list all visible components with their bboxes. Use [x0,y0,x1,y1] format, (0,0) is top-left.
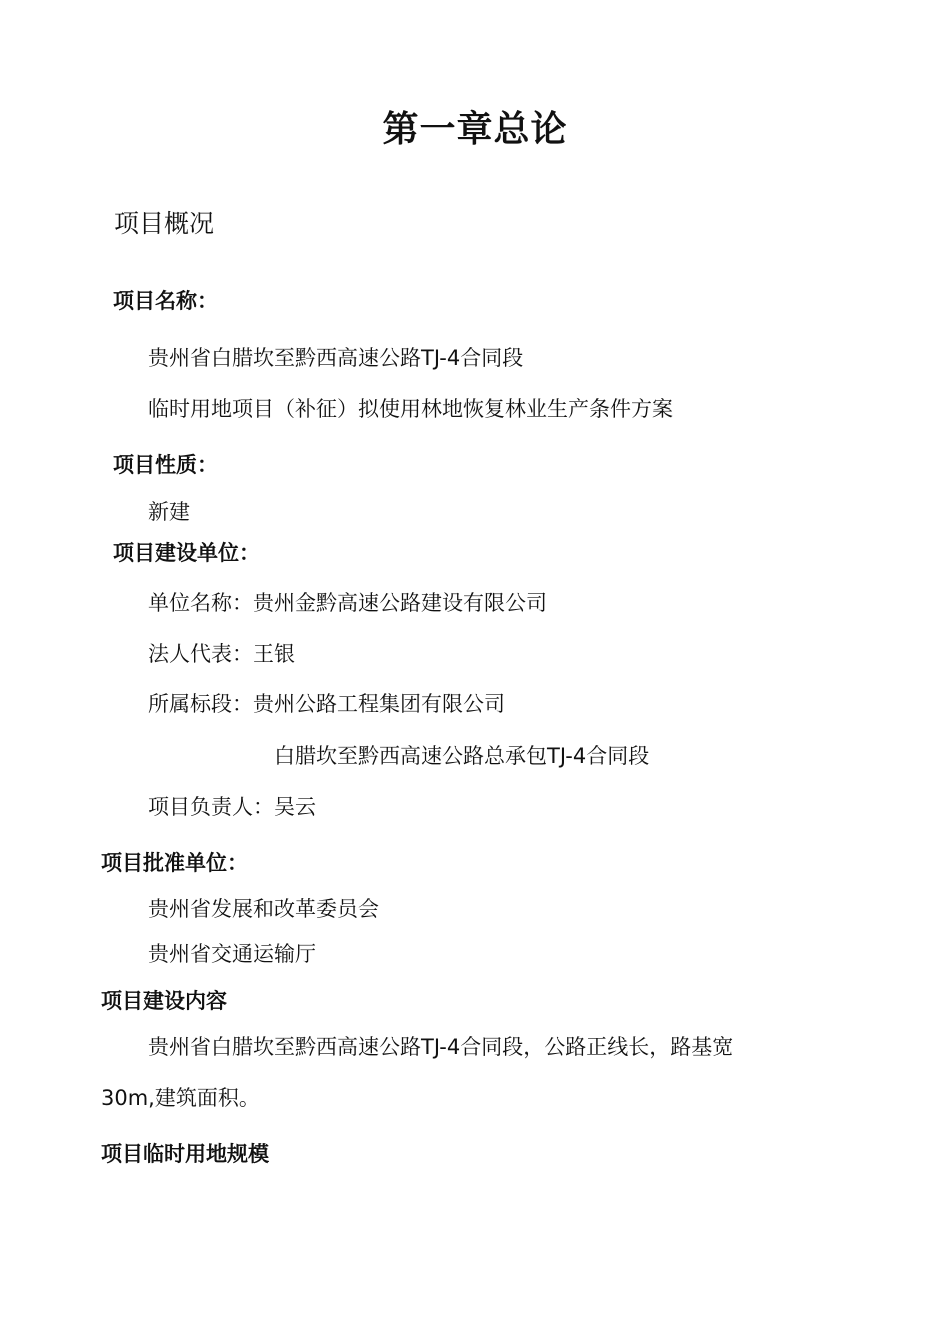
approval-unit-1: 贵州省发展和改革委员会 [148,897,379,921]
approval-unit-label: 项目批准单位： [101,851,248,875]
project-nature-value: 新建 [148,500,190,524]
construction-unit-label: 项目建设单位： [113,541,260,565]
construction-content-line-1: 贵州省白腊坎至黔西高速公路TJ-4合同段，公路正线长，路基宽 [148,1035,734,1059]
construction-content-line-2: 30m,建筑面积。 [101,1086,260,1110]
section-affiliation-line-2: 白腊坎至黔西高速公路总承包TJ-4合同段 [274,744,650,768]
chapter-title: 第一章总论 [382,109,568,150]
approval-unit-2: 贵州省交通运输厅 [148,942,316,966]
construction-content-label: 项目建设内容 [101,989,227,1013]
section-affiliation: 所属标段：贵州公路工程集团有限公司 [148,692,505,716]
project-name-line-2: 临时用地项目（补征）拟使用林地恢复林业生产条件方案 [148,397,673,421]
project-name-label: 项目名称： [113,289,218,313]
project-manager: 项目负责人：吴云 [148,795,316,819]
overview-heading: 项目概况 [114,209,215,238]
unit-name: 单位名称：贵州金黔高速公路建设有限公司 [148,591,547,615]
legal-representative: 法人代表：王银 [148,642,295,666]
temp-land-scale-label: 项目临时用地规模 [101,1142,269,1166]
project-name-line-1: 贵州省白腊坎至黔西高速公路TJ-4合同段 [148,346,524,370]
project-nature-label: 项目性质： [113,453,218,477]
